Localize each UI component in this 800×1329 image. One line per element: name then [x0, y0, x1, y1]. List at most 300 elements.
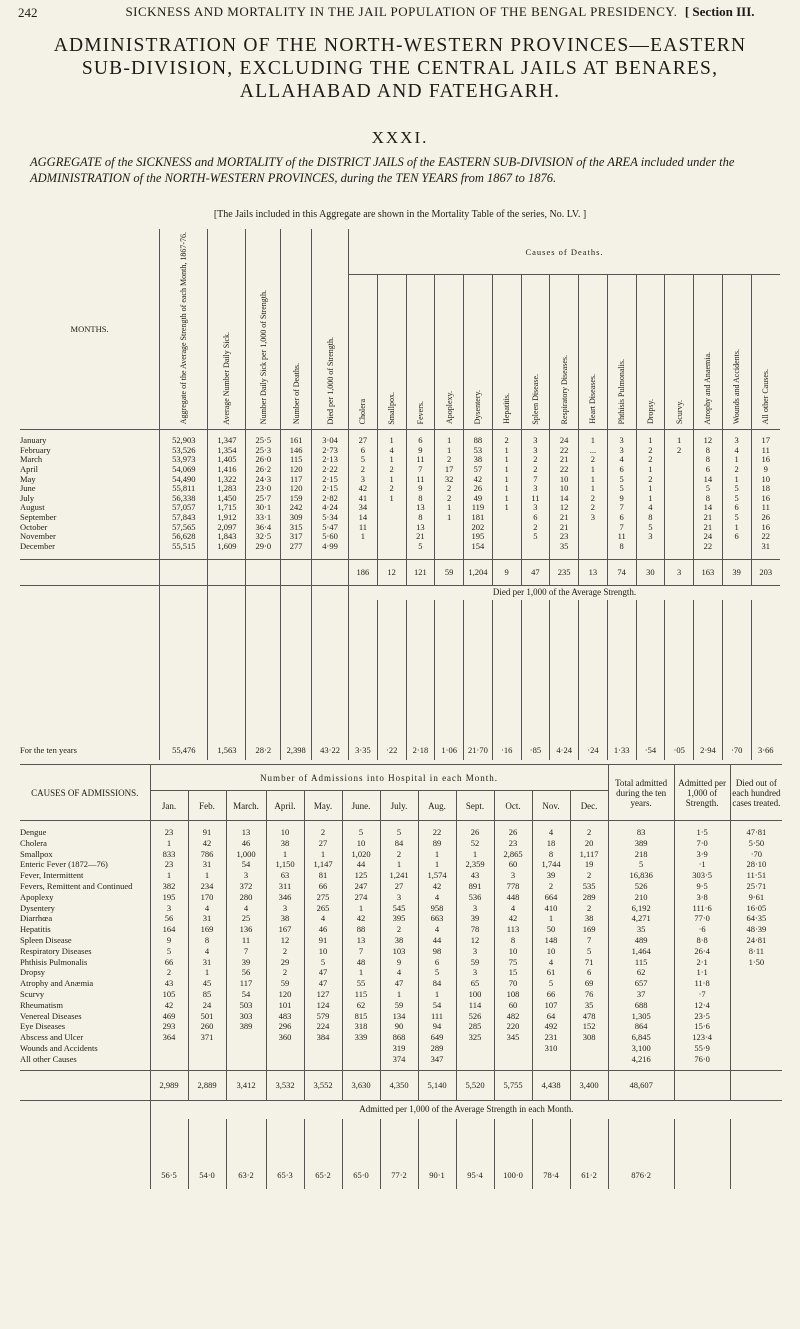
admission-cell: 19: [584, 859, 594, 870]
admitted-per-1000-header: Admitted per 1,000 of Strength.: [674, 765, 730, 821]
died-out-cell: 1·50: [748, 956, 765, 967]
daily-sick-6: 1,450: [217, 492, 237, 503]
admission-cell: 26: [508, 827, 518, 837]
cause-cell: 22: [559, 444, 569, 455]
cause-rate-0: 3·35: [349, 600, 378, 760]
cause-cell: 5: [533, 531, 538, 542]
cause-total-3: 59: [435, 560, 464, 586]
cause-rate-11: ·05: [665, 600, 694, 760]
died-out-cell: 25·71: [746, 880, 767, 891]
cause-cell: ...: [589, 444, 597, 455]
monthly-rate-8: 95·4: [456, 1119, 494, 1189]
page-title: [20, 34, 780, 103]
admission-cell: 31: [202, 956, 212, 967]
admission-total-8: 5,520: [456, 1071, 494, 1101]
died-out-cell: 28·10: [746, 859, 767, 870]
month-header-1: Feb.: [188, 791, 226, 821]
sick-per-1000-0: 25·5: [255, 435, 272, 446]
cause-cell: 21: [703, 521, 713, 532]
admission-cell: 91: [202, 827, 212, 837]
admission-cell: 526: [634, 880, 648, 891]
sick-per-1000-10: 32·5: [255, 531, 272, 542]
died-per-1000-7: 4·24: [322, 502, 338, 513]
deaths-list: [281, 430, 312, 560]
admission-cell: 59: [280, 978, 290, 989]
admission-cell: 9: [166, 934, 172, 945]
cause-rate-9: 1·33: [607, 600, 636, 760]
months-5: June: [20, 484, 36, 494]
admission-cell: 39: [241, 956, 251, 967]
cause-cell: 2: [447, 492, 452, 503]
admission-cell: 108: [506, 988, 520, 999]
admission-cell: 2·1: [696, 956, 708, 967]
cause-header-2: Fevers.: [415, 400, 425, 425]
admission-cell: 38: [584, 913, 594, 924]
admission-cell: 76: [584, 988, 594, 999]
admission-cell: 482: [506, 1010, 520, 1021]
cause-cell: 119: [471, 502, 485, 513]
running-head: [110, 4, 770, 20]
daily-sick-1: 1,354: [217, 444, 237, 455]
admission-cell: 26·4: [694, 945, 710, 956]
daily-sick-7: 1,715: [217, 502, 237, 513]
strength-1: 53,526: [172, 444, 196, 455]
admission-total-4: 3,552: [304, 1071, 342, 1101]
admission-cell: 69: [584, 978, 594, 989]
strength-0: 52,903: [172, 435, 196, 446]
cause-column-7: [550, 430, 579, 560]
deaths-1: 146: [289, 444, 303, 455]
admission-cell: 2: [320, 827, 326, 837]
month-header-7: Aug.: [418, 791, 456, 821]
died-per-1000-5: 2·15: [322, 483, 338, 494]
admission-cell: 7·0: [696, 837, 708, 848]
admission-cell: 1,117: [579, 848, 599, 859]
cause-column-0: [349, 430, 378, 560]
died-per-1000-2: 2·13: [322, 454, 338, 465]
cause-total-7: 235: [550, 560, 579, 586]
admission-cell: 18: [546, 837, 556, 848]
admission-cause-label: Cholera: [20, 837, 47, 848]
admission-cell: 55: [356, 978, 366, 989]
admission-cell: 105: [162, 988, 176, 999]
admission-cell: 395: [392, 913, 406, 924]
admission-cell: 85: [202, 988, 212, 999]
died-out-cell: 5·50: [748, 837, 765, 848]
cause-cell: 2: [590, 492, 596, 503]
admission-cell: 48: [356, 956, 366, 967]
cause-cell: 1: [389, 473, 394, 484]
admission-cell: 111: [430, 1010, 444, 1021]
cause-cell: 2: [533, 521, 538, 532]
admission-column-2: [226, 821, 266, 1071]
cause-cell: 202: [471, 521, 485, 532]
admission-cell: 25: [241, 913, 251, 924]
admission-cell: 63: [280, 870, 290, 881]
admission-cell: 1,744: [541, 859, 561, 870]
cause-cell: 21: [416, 531, 425, 542]
cause-cell: 1: [504, 444, 509, 455]
cause-cell: 3: [533, 483, 538, 494]
admission-cell: 1: [434, 859, 440, 870]
admission-total-9: 5,755: [494, 1071, 532, 1101]
cause-cell: 5: [619, 473, 624, 484]
admission-cell: 42: [432, 880, 442, 891]
cause-cell: 14: [559, 492, 569, 503]
sick-per-1000-3: 26·2: [255, 464, 272, 475]
died-per-1000-6: 2·82: [322, 492, 338, 503]
admission-cause-label: Dysentery: [20, 902, 55, 913]
cause-cell: 2: [648, 473, 653, 484]
admission-cell: 4: [548, 956, 554, 967]
jails-note: [The Jails included in this Aggregate are shown in the Mortality Table of the series, No. LV. ]: [213, 209, 587, 220]
cause-cell: 57: [473, 464, 483, 475]
daily-sick-8: 1,912: [217, 512, 237, 522]
admission-cell: 24: [202, 999, 212, 1010]
admission-cell: 59: [394, 999, 404, 1010]
cause-cell: 2: [447, 454, 452, 465]
admission-cause-label: Fevers, Remittent and Continued: [20, 880, 133, 891]
admission-cell: 39: [546, 870, 556, 881]
cause-cell: 31: [761, 540, 771, 551]
admission-cell: 280: [239, 891, 253, 902]
admission-cell: 1: [320, 848, 326, 859]
admission-cell: 22: [432, 827, 442, 837]
cause-total-1: 12: [377, 560, 406, 586]
admission-cell: 47: [394, 978, 404, 989]
months-11: December: [20, 541, 55, 551]
cause-rate-12: 2·94: [694, 600, 723, 760]
admission-cell: 42: [202, 837, 212, 848]
month-header-5: June.: [342, 791, 380, 821]
cause-rate-13: ·70: [722, 600, 751, 760]
cause-cell: 10: [761, 473, 771, 484]
col-daily-sick-per-1000: Number Daily Sick per 1,000 of Strength.: [258, 290, 268, 425]
admission-cell: 71: [584, 956, 594, 967]
admission-cell: 371: [200, 1032, 214, 1043]
admission-cell: 2: [586, 827, 592, 837]
admission-cause-label: Dropsy: [20, 967, 46, 978]
cause-rate-14: 3·66: [751, 600, 780, 760]
cause-column-10: [636, 430, 665, 560]
cause-cell: 5: [734, 492, 739, 503]
monthly-rate-3: 65·3: [266, 1119, 304, 1189]
died-out-cell: 48·39: [746, 924, 767, 935]
strength-list: [160, 430, 208, 560]
month-header-4: May.: [304, 791, 342, 821]
strength-2: 53,973: [172, 454, 196, 465]
admission-cell: 23·5: [694, 1010, 710, 1021]
admission-cell: 148: [544, 934, 558, 945]
cause-cell: 2: [504, 435, 509, 446]
ten-years-deaths: 2,398: [281, 600, 312, 760]
cause-header-14: All other Causes.: [761, 368, 771, 425]
months-7: August: [20, 503, 45, 513]
admission-cell: 89: [432, 837, 442, 848]
cause-cell: 1: [648, 464, 653, 475]
admission-cell: 1: [396, 988, 402, 999]
admission-cell: 38: [280, 837, 290, 848]
cause-header-3: Apoplexy.: [444, 391, 454, 425]
died-per-1000-0: 3·04: [322, 435, 338, 446]
col-average-daily-sick: Average Number Daily Sick.: [222, 331, 232, 425]
cause-cell: 11: [531, 492, 540, 503]
admission-cell: 84: [394, 837, 404, 848]
cause-cell: 53: [473, 444, 483, 455]
admission-cell: ·7: [698, 988, 706, 999]
admission-cause-label: Rheumatism: [20, 999, 63, 1010]
cause-cell: 2: [389, 464, 394, 475]
cause-cell: 11: [761, 444, 770, 455]
cause-cell: 3: [734, 435, 739, 446]
deaths-0: 161: [289, 435, 303, 446]
admission-cell: 77·0: [694, 913, 710, 924]
months-2: March: [20, 455, 43, 465]
admission-cell: 27: [394, 880, 404, 891]
cause-cell: 24: [559, 435, 569, 446]
admission-cell: 123·4: [692, 1032, 713, 1043]
died-out-cell: 24·81: [746, 934, 767, 945]
cause-total-13: 39: [722, 560, 751, 586]
admission-cell: 78: [470, 924, 480, 935]
sick-per-1000-5: 23·0: [255, 483, 272, 494]
cause-cell: 14: [358, 512, 368, 522]
admission-cell: 4,271: [631, 913, 651, 924]
cause-cell: 1: [504, 483, 509, 494]
cause-cell: 9: [418, 444, 423, 455]
ten-years-sick-per-1000: 28·2: [246, 600, 281, 760]
admission-cell: 84: [432, 978, 442, 989]
admission-cell: 113: [506, 924, 520, 935]
admission-cell: 526: [468, 1010, 482, 1021]
admission-cell: 6,192: [631, 902, 651, 913]
admission-cell: 289: [430, 1042, 444, 1053]
admission-cell: 12: [280, 934, 290, 945]
cause-cell: 8: [705, 492, 711, 503]
admission-cell: 3: [510, 870, 516, 881]
admission-cell: 3: [282, 902, 288, 913]
cause-header-13: Wounds and Accidents.: [732, 349, 742, 425]
admission-cell: 8: [510, 934, 516, 945]
admission-cell: 503: [239, 999, 253, 1010]
cause-cell: 11: [617, 531, 626, 542]
aggregate-heading: AGGREGATE of the SICKNESS and MORTALITY of the DISTRICT JAILS of the EASTERN SUB-DIVISION of the AREA included under the ADMINISTRATION of the NORTH-WESTERN PROVINCES, during the TEN YEARS from 1867 to 1876.: [30, 155, 735, 185]
admission-cell: 2,865: [503, 848, 523, 859]
admission-cell: 384: [316, 1032, 330, 1043]
cause-header-11: Scurvy.: [674, 400, 684, 425]
admission-cell: 101: [278, 999, 292, 1010]
admission-cell: 60: [508, 859, 518, 870]
admission-cell: 1,020: [351, 848, 371, 859]
cause-cell: 1: [389, 435, 394, 446]
cause-total-12: 163: [694, 560, 723, 586]
admission-cell: 1: [358, 967, 364, 978]
months-10: November: [20, 532, 56, 542]
cause-cell: 8: [418, 512, 423, 522]
admission-cell: 3: [472, 967, 478, 978]
admission-total-5: 3,630: [342, 1071, 380, 1101]
admission-cause-label: Spleen Disease: [20, 934, 72, 945]
admission-cell: 114: [468, 999, 482, 1010]
cause-cell: 21: [559, 521, 569, 532]
admission-cell: 374: [392, 1053, 406, 1064]
admission-cell: 1: [548, 913, 554, 924]
cause-cell: 6: [619, 512, 624, 522]
cause-cell: 3: [533, 435, 538, 446]
admission-cell: 4: [434, 924, 440, 935]
admission-cell: ·6: [698, 924, 706, 935]
admission-cell: 75: [508, 956, 518, 967]
cause-rate-1: ·22: [377, 600, 406, 760]
admission-cell: 489: [634, 934, 648, 945]
admission-cell: 1: [358, 902, 364, 913]
cause-cell: 8: [705, 454, 711, 465]
ten-years-strength: 55,476: [160, 600, 208, 760]
admission-total-1: 2,889: [188, 1071, 226, 1101]
cause-total-8: 13: [579, 560, 608, 586]
strength-6: 56,338: [172, 492, 196, 503]
admission-total-6: 4,350: [380, 1071, 418, 1101]
admission-cell: 127: [316, 988, 330, 999]
cause-cell: 1: [648, 492, 653, 503]
admission-cell: 134: [392, 1010, 406, 1021]
admission-cell: 98: [432, 945, 442, 956]
cause-cell: 3: [360, 473, 366, 484]
admissions-header: Number of Admissions into Hospital in each Month.: [150, 765, 608, 791]
admission-cell: 117: [239, 978, 253, 989]
cause-cell: 154: [471, 540, 485, 551]
died-per-1000-4: 2·15: [322, 473, 338, 484]
admission-cell: 52: [470, 837, 480, 848]
admission-cell: 3: [243, 870, 249, 881]
cause-column-6: [521, 430, 550, 560]
title-line-3: ALLAHABAD AND FATEHGARH.: [239, 81, 561, 102]
cause-cell: 6: [705, 464, 711, 475]
admission-cell: 4,216: [631, 1053, 651, 1064]
admission-cell: 786: [200, 848, 214, 859]
died-out-cell: 9·61: [748, 891, 765, 902]
sick-per-1000-7: 30·1: [255, 502, 272, 513]
cause-cell: 5: [734, 483, 739, 494]
cause-cell: 1: [389, 492, 394, 503]
admission-cell: 44: [432, 934, 442, 945]
admission-cell: 535: [582, 880, 596, 891]
admission-cell: 1·1: [696, 967, 708, 978]
cause-cell: 9: [619, 492, 624, 503]
admission-cell: 657: [634, 978, 648, 989]
deaths-6: 159: [289, 492, 303, 503]
cause-cell: 7: [418, 464, 423, 475]
cause-header-12: Atrophy and Anaemia.: [703, 351, 713, 425]
cause-header-5: Hepatitis.: [502, 393, 512, 425]
admission-cell: 83: [636, 827, 646, 837]
cause-cell: 12: [703, 435, 713, 446]
admission-cell: 1: [472, 848, 478, 859]
cause-header-1: Smallpox.: [387, 391, 397, 425]
died-out-cell: 11·51: [746, 870, 767, 881]
admission-total-7: 5,140: [418, 1071, 456, 1101]
admission-cell: 136: [239, 924, 253, 935]
admission-column-0: [150, 821, 188, 1071]
died-out-cell: 8·11: [748, 945, 764, 956]
admission-cell: 1,574: [427, 870, 447, 881]
admission-cell: 260: [200, 1021, 214, 1032]
admission-cell: 35: [584, 999, 594, 1010]
month-header-9: Oct.: [494, 791, 532, 821]
cause-rate-8: ·24: [579, 600, 608, 760]
died-per-1000-10: 5·60: [322, 531, 338, 542]
cause-total-11: 3: [665, 560, 694, 586]
admission-cause-label: Diarrhœa: [20, 913, 53, 924]
admission-cell: 15: [508, 967, 518, 978]
daily-sick-5: 1,283: [217, 483, 237, 494]
daily-sick-2: 1,405: [217, 454, 237, 465]
admission-cause-label: Atrophy and Anæmia: [20, 978, 94, 989]
monthly-rate-11: 61·2: [570, 1119, 608, 1189]
admission-cell: 6: [586, 967, 592, 978]
cause-rate-6: ·85: [521, 600, 550, 760]
admission-column-6: [380, 821, 418, 1071]
admission-cell: 3,100: [631, 1042, 651, 1053]
cause-column-14: [751, 430, 780, 560]
admission-cell: 545: [392, 902, 406, 913]
admission-cell: 54: [241, 859, 251, 870]
cause-header-6: Spleen Disease.: [530, 373, 540, 425]
cause-column-2: [406, 430, 435, 560]
col-died-per-1000: Died per 1,000 of Strength.: [325, 336, 335, 425]
admission-cell: 4: [434, 891, 440, 902]
admission-cell: 66: [164, 956, 174, 967]
admission-cell: 1: [434, 848, 440, 859]
cause-cell: 181: [471, 512, 485, 522]
admission-cell: 303: [239, 1010, 253, 1021]
cause-cell: 41: [358, 492, 368, 503]
cause-column-3: [435, 430, 464, 560]
admission-cell: 663: [430, 913, 444, 924]
admission-cell: 958: [430, 902, 444, 913]
admission-cell: 1,147: [313, 859, 333, 870]
cause-total-6: 47: [521, 560, 550, 586]
admission-cell: 10: [508, 945, 518, 956]
cause-cell: 4: [619, 454, 624, 465]
admission-cell: 54: [432, 999, 442, 1010]
month-header-6: July.: [380, 791, 418, 821]
admission-cell: 23: [164, 859, 174, 870]
cause-cell: 5: [648, 521, 653, 532]
admission-cell: 169: [200, 924, 214, 935]
admission-cell: 339: [354, 1032, 368, 1043]
admission-cell: 5: [358, 827, 364, 837]
cause-cell: 27: [358, 435, 368, 446]
deaths-4: 117: [289, 473, 303, 484]
cause-cell: 2: [533, 464, 538, 475]
cause-header-7: Respiratory Diseases.: [559, 354, 569, 425]
months-header: MONTHS.: [20, 229, 160, 430]
ten-years-died-per-1000: 43·22: [312, 600, 349, 760]
admission-cell: 868: [392, 1032, 406, 1043]
admission-cell: 389: [239, 1021, 253, 1032]
cause-cell: 1: [648, 435, 653, 446]
admission-cell: 311: [278, 880, 292, 891]
monthly-rate-10: 78·4: [532, 1119, 570, 1189]
admission-cell: 64: [546, 1010, 556, 1021]
cause-cell: 3: [648, 531, 653, 542]
admission-cause-label: Fever, Intermittent: [20, 870, 84, 881]
died-per-1000-1: 2·73: [322, 444, 338, 455]
admission-cell: 10: [318, 945, 328, 956]
admission-cell: 46: [241, 837, 251, 848]
deaths-7: 242: [289, 502, 303, 513]
